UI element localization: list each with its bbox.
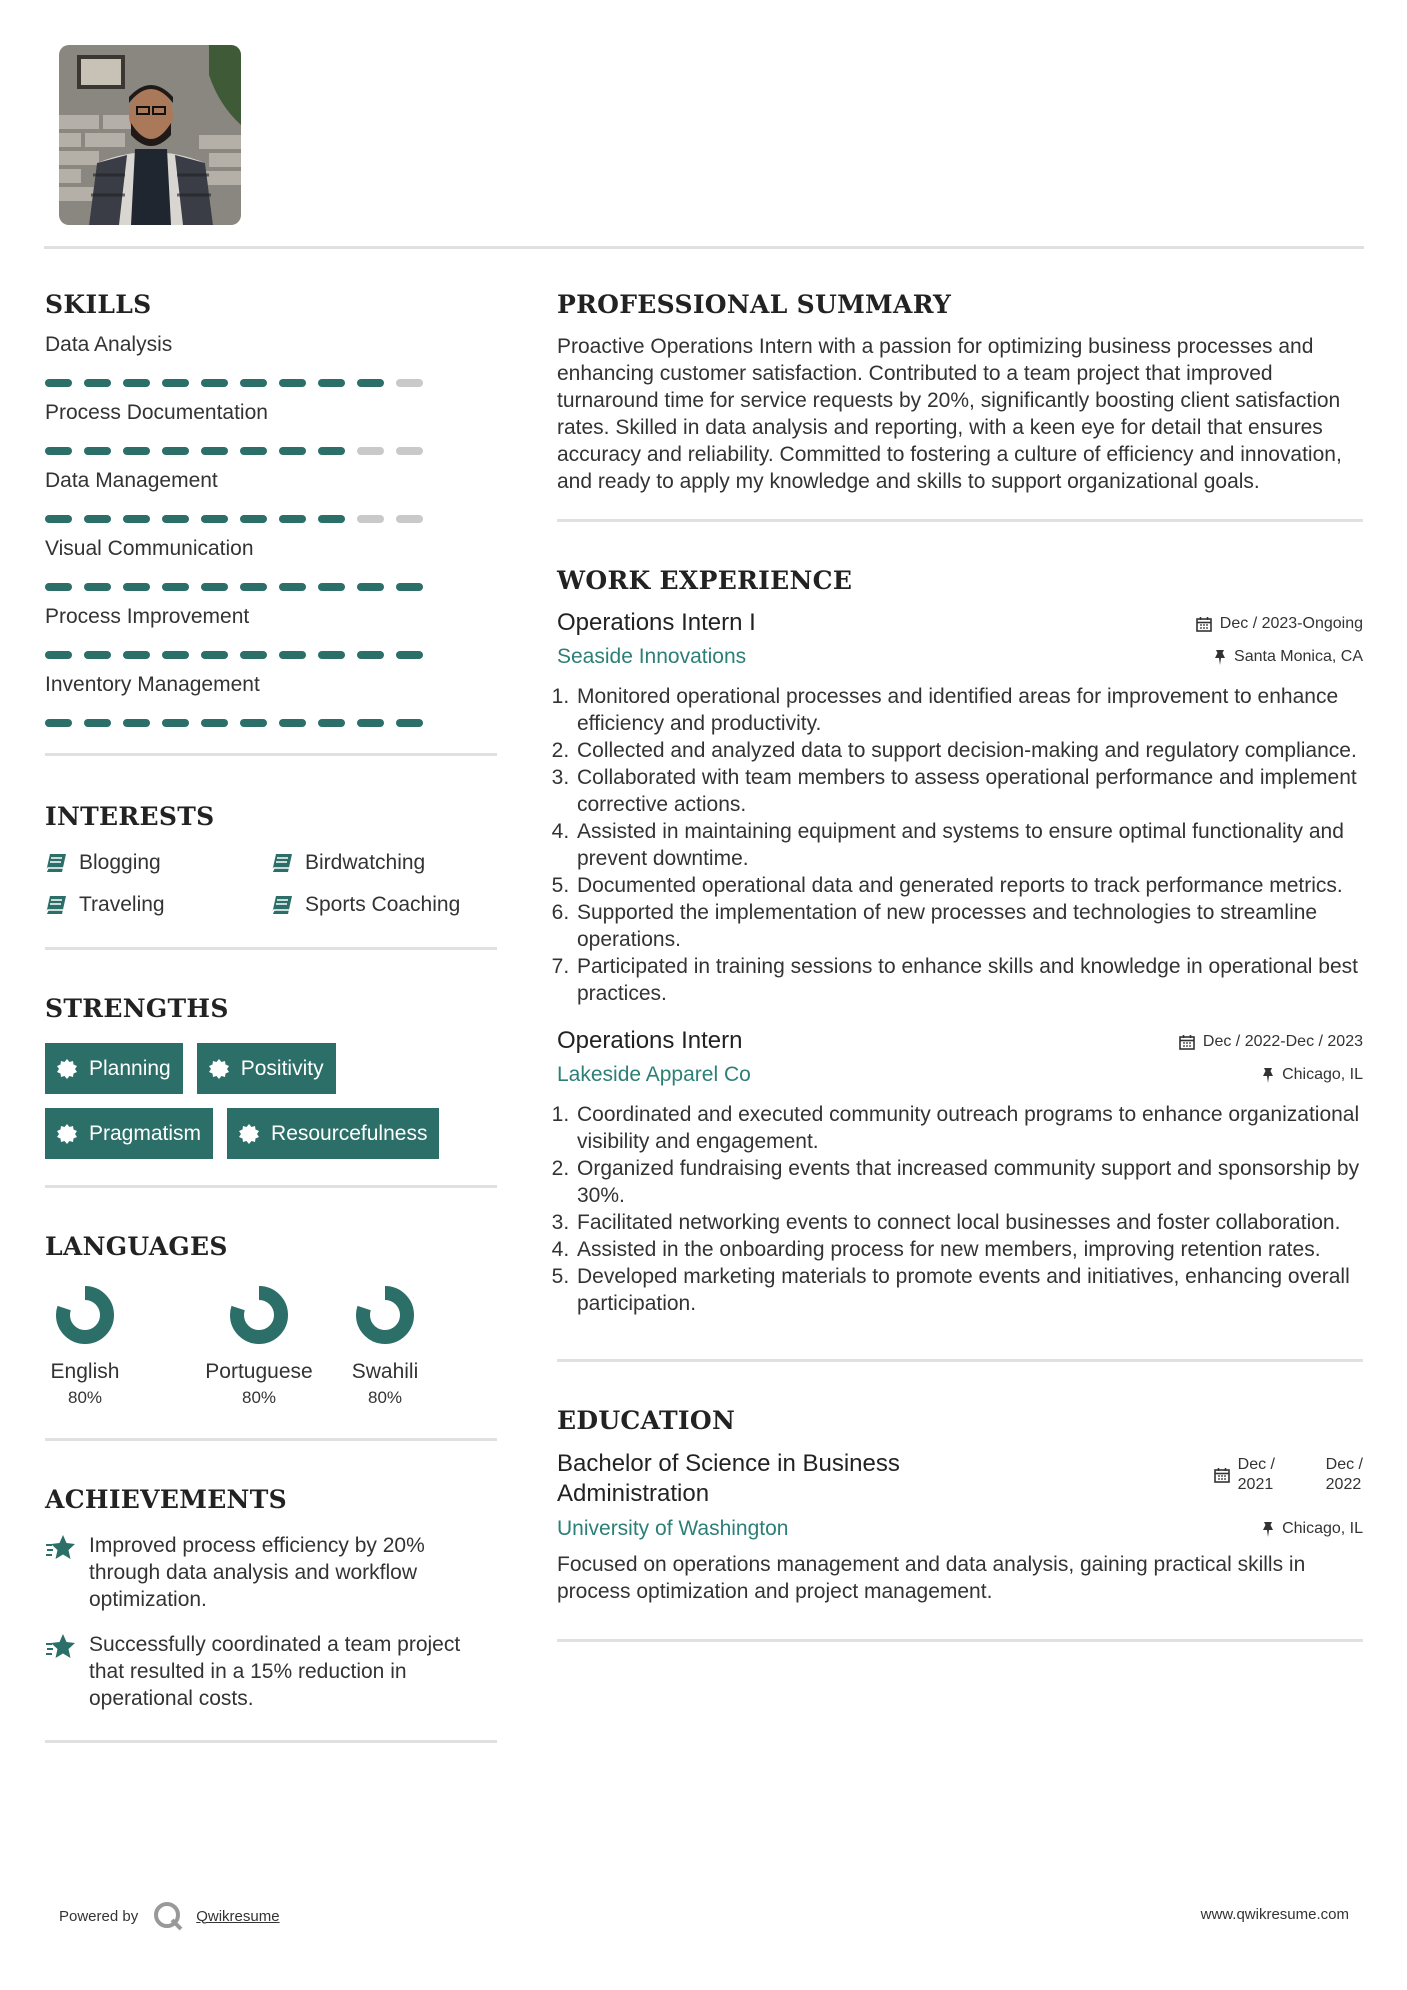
rating-dot-filled [84, 515, 111, 523]
rating-dot-filled [240, 447, 267, 455]
rating-dot-filled [162, 719, 189, 727]
summary-text: Proactive Operations Intern with a passion for optimizing business processes and enhancing customer satisfaction. Contributed to a team project that improved turnaround time for service requests by 20%, significantly boosting client satisfaction rates. Skilled in data analysis and reporting, with a keen eye for detail that ensures accuracy and reliability. Committed to fostering a culture of efficiency and innovation, and ready to apply my knowledge and skills to support organizational goals. [557, 335, 1342, 493]
rating-dot-filled [318, 651, 345, 659]
interest-item [271, 851, 497, 875]
rating-dot-filled [201, 651, 228, 659]
job-bullet: 5. Documented operational data and generated reports to track performance metrics. [575, 872, 1363, 899]
skill-name: Data Analysis [45, 333, 173, 356]
job-location [1214, 648, 1363, 666]
education-start-date [1238, 1455, 1298, 1495]
job-entry [557, 1027, 1363, 1317]
education-section [557, 1406, 1363, 1605]
left-column [45, 290, 497, 1743]
languages-divider [45, 1438, 497, 1441]
rating-dot-filled [240, 515, 267, 523]
rating-dot-filled [357, 583, 384, 591]
pin-icon [1214, 649, 1226, 665]
rating-dot-filled [123, 583, 150, 591]
strength-label: Pragmatism [89, 1121, 202, 1145]
interests-divider [45, 947, 497, 950]
star-icon [45, 1534, 77, 1562]
rating-dot-filled [84, 447, 111, 455]
job-bullet: 6. Supported the implementation of new processes and technologies to streamline operations. [575, 899, 1363, 953]
strength-tag [227, 1108, 439, 1159]
languages-section [45, 1232, 497, 1408]
skill-rating [45, 379, 497, 387]
job-bullet: 3. Facilitated networking events to connect local businesses and foster collaboration. [575, 1209, 1363, 1236]
job-bullet: 7. Participated in training sessions to enhance skills and knowledge in operational best practices. [575, 953, 1363, 1007]
summary-section [557, 290, 1363, 495]
rating-dot-filled [240, 651, 267, 659]
language-percent: 80% [241, 1388, 277, 1407]
job-date [1196, 615, 1363, 633]
rating-dot-empty [396, 515, 423, 523]
languages-title: LANGUAGES [45, 1232, 228, 1261]
strengths-divider [45, 1185, 497, 1188]
rating-dot-filled [201, 515, 228, 523]
rating-dot-filled [357, 651, 384, 659]
calendar-icon [1179, 1034, 1195, 1050]
job-bullet: 5. Developed marketing materials to promote events and initiatives, enhancing overall participation. [575, 1263, 1363, 1317]
experience-title: WORK EXPERIENCE [557, 566, 853, 595]
star-icon [45, 1633, 77, 1661]
language-percent: 80% [367, 1388, 403, 1407]
interest-item [271, 893, 497, 917]
rating-dot-filled [201, 447, 228, 455]
date-start-line1: Dec / [1237, 1456, 1275, 1473]
right-column [557, 290, 1363, 1642]
job-bullet: 4. Assisted in the onboarding process for new members, improving retention rates. [575, 1236, 1363, 1263]
footer-website[interactable]: www.qwikresume.com [1200, 1906, 1349, 1923]
experience-section [557, 566, 1363, 1317]
rating-dot-filled [396, 719, 423, 727]
rating-dot-filled [84, 719, 111, 727]
school-location-text: Chicago, IL [1282, 1520, 1363, 1537]
education-description: Focused on operations management and data analysis, gaining practical skills in process optimization and project management. [557, 1553, 1306, 1603]
rating-dot-filled [84, 583, 111, 591]
rating-dot-filled [318, 379, 345, 387]
job-bullet: 1. Monitored operational processes and identified areas for improvement to enhance efficiency and productivity. [575, 683, 1363, 737]
skill-name: Visual Communication [45, 537, 254, 560]
rating-dot-filled [45, 583, 72, 591]
pin-icon [1262, 1067, 1274, 1083]
language-name: English [50, 1360, 120, 1383]
book-icon [45, 895, 67, 915]
rating-dot-filled [123, 447, 150, 455]
rating-dot-filled [279, 719, 306, 727]
badge-icon [57, 1059, 77, 1079]
job-location [1262, 1066, 1363, 1084]
strength-tag [45, 1043, 183, 1094]
rating-dot-filled [318, 447, 345, 455]
strength-label: Positivity [240, 1056, 324, 1080]
strength-label: Planning [89, 1056, 171, 1080]
rating-dot-filled [240, 379, 267, 387]
rating-dot-filled [279, 379, 306, 387]
rating-dot-filled [318, 583, 345, 591]
language-item [45, 1283, 125, 1408]
qwikresume-logo-icon [152, 1900, 184, 1932]
language-item [345, 1283, 425, 1408]
rating-dot-empty [357, 515, 384, 523]
rating-dot-filled [279, 651, 306, 659]
rating-dot-filled [123, 379, 150, 387]
calendar-icon [1196, 616, 1212, 632]
school-location [1262, 1520, 1363, 1538]
strengths-list [45, 1043, 497, 1159]
interests-title: INTERESTS [45, 802, 215, 831]
achievement-item [45, 1631, 497, 1712]
job-date-text: Dec / 2022-Dec / 2023 [1202, 1033, 1363, 1050]
language-level-ring [53, 1283, 117, 1347]
languages-list [45, 1283, 497, 1408]
rating-dot-filled [240, 719, 267, 727]
degree-title: Bachelor of Science in Business Administration [557, 1450, 900, 1507]
header-divider [44, 246, 1364, 249]
strength-tag [197, 1043, 336, 1094]
skill-name: Data Management [45, 469, 218, 492]
rating-dot-filled [84, 651, 111, 659]
skill-rating [45, 719, 497, 727]
badge-icon [239, 1124, 259, 1144]
job-title: Operations Intern I [557, 609, 756, 636]
interest-label: Blogging [79, 851, 161, 874]
book-icon [271, 895, 293, 915]
badge-icon [57, 1124, 77, 1144]
book-icon [45, 853, 67, 873]
job-bullet: 3. Collaborated with team members to assess operational performance and implement corrective actions. [575, 764, 1363, 818]
rating-dot-filled [123, 515, 150, 523]
skill-rating [45, 651, 497, 659]
skill-rating [45, 515, 497, 523]
footer-powered-by [59, 1900, 280, 1932]
rating-dot-empty [357, 447, 384, 455]
rating-dot-filled [357, 719, 384, 727]
rating-dot-filled [45, 515, 72, 523]
job-date [1179, 1033, 1363, 1051]
rating-dot-filled [396, 583, 423, 591]
powered-by-text: Powered by [59, 1907, 139, 1925]
skill-name: Process Improvement [45, 605, 250, 628]
rating-dot-filled [162, 583, 189, 591]
rating-dot-empty [396, 379, 423, 387]
summary-divider [557, 519, 1363, 522]
language-item [197, 1283, 321, 1408]
rating-dot-filled [357, 379, 384, 387]
language-percent: 80% [67, 1388, 103, 1407]
school-name: University of Washington [557, 1517, 789, 1540]
education-divider [557, 1639, 1363, 1642]
education-end-date [1326, 1455, 1363, 1495]
job-entry [557, 609, 1363, 1007]
interests-list [45, 851, 497, 917]
rating-dot-filled [123, 719, 150, 727]
education-dates [1214, 1455, 1363, 1495]
achievements-section [45, 1485, 497, 1712]
skills-list [45, 333, 497, 727]
interests-section [45, 802, 497, 917]
rating-dot-filled [318, 515, 345, 523]
job-bullet: 4. Assisted in maintaining equipment and systems to ensure optimal functionality and prevent downtime. [575, 818, 1363, 872]
summary-title: PROFESSIONAL SUMMARY [557, 290, 952, 319]
job-bullets [557, 683, 1363, 1007]
achievement-item [45, 1532, 497, 1613]
job-bullets [557, 1101, 1363, 1317]
rating-dot-filled [240, 583, 267, 591]
job-date-text: Dec / 2023-Ongoing [1219, 615, 1363, 632]
job-location-text: Santa Monica, CA [1234, 648, 1363, 665]
rating-dot-filled [84, 379, 111, 387]
rating-dot-filled [45, 651, 72, 659]
rating-dot-empty [396, 447, 423, 455]
strengths-title: STRENGTHS [45, 994, 229, 1023]
skill-name: Process Documentation [45, 401, 268, 424]
skills-divider [45, 753, 497, 756]
rating-dot-filled [162, 447, 189, 455]
rating-dot-filled [279, 515, 306, 523]
language-name: Swahili [351, 1360, 419, 1383]
calendar-icon [1214, 1467, 1230, 1483]
rating-dot-filled [45, 719, 72, 727]
experience-divider [557, 1359, 1363, 1362]
language-level-ring [227, 1283, 291, 1347]
rating-dot-filled [201, 379, 228, 387]
strength-tag [45, 1108, 213, 1159]
job-location-text: Chicago, IL [1282, 1066, 1363, 1083]
rating-dot-filled [45, 447, 72, 455]
job-bullet: 2. Collected and analyzed data to support decision-making and regulatory compliance. [575, 737, 1363, 764]
rating-dot-filled [279, 447, 306, 455]
achievement-text: Successfully coordinated a team project that resulted in a 15% reduction in operational costs. [89, 1633, 461, 1710]
skills-section [45, 290, 497, 727]
skill-name: Inventory Management [45, 673, 260, 696]
language-level-ring [353, 1283, 417, 1347]
strength-label: Resourcefulness [271, 1121, 428, 1145]
achievement-text: Improved process efficiency by 20% through data analysis and workflow optimization. [89, 1534, 425, 1611]
badge-icon [209, 1059, 229, 1079]
education-title: EDUCATION [557, 1406, 736, 1435]
rating-dot-filled [162, 515, 189, 523]
date-start-line2: 2021 [1237, 1476, 1274, 1493]
rating-dot-filled [123, 651, 150, 659]
company-name: Seaside Innovations [557, 645, 747, 668]
job-bullet: 1. Coordinated and executed community outreach programs to enhance organizational visibility and engagement. [575, 1101, 1363, 1155]
interest-label: Traveling [79, 893, 165, 916]
job-title: Operations Intern [557, 1027, 743, 1054]
strengths-section [45, 994, 497, 1159]
skill-rating [45, 447, 497, 455]
pin-icon [1262, 1521, 1274, 1537]
interest-label: Sports Coaching [305, 893, 461, 916]
rating-dot-filled [201, 719, 228, 727]
job-bullet: 2. Organized fundraising events that increased community support and sponsorship by 30%. [575, 1155, 1363, 1209]
skill-rating [45, 583, 497, 591]
interest-item [45, 893, 271, 917]
rating-dot-filled [45, 379, 72, 387]
rating-dot-filled [279, 583, 306, 591]
rating-dot-filled [318, 719, 345, 727]
company-name: Lakeside Apparel Co [557, 1063, 751, 1086]
skills-title: SKILLS [45, 290, 152, 319]
qwikresume-link[interactable]: Qwikresume [196, 1907, 280, 1925]
rating-dot-filled [162, 651, 189, 659]
profile-photo [59, 45, 241, 225]
language-name: Portuguese [205, 1360, 313, 1383]
interest-item [45, 851, 271, 875]
rating-dot-filled [201, 583, 228, 591]
rating-dot-filled [162, 379, 189, 387]
date-end-line1: Dec / [1325, 1456, 1363, 1473]
achievements-divider [45, 1740, 497, 1743]
book-icon [271, 853, 293, 873]
interest-label: Birdwatching [305, 851, 426, 874]
date-end-line2: 2022 [1325, 1476, 1362, 1493]
rating-dot-filled [396, 651, 423, 659]
achievements-title: ACHIEVEMENTS [45, 1485, 287, 1514]
